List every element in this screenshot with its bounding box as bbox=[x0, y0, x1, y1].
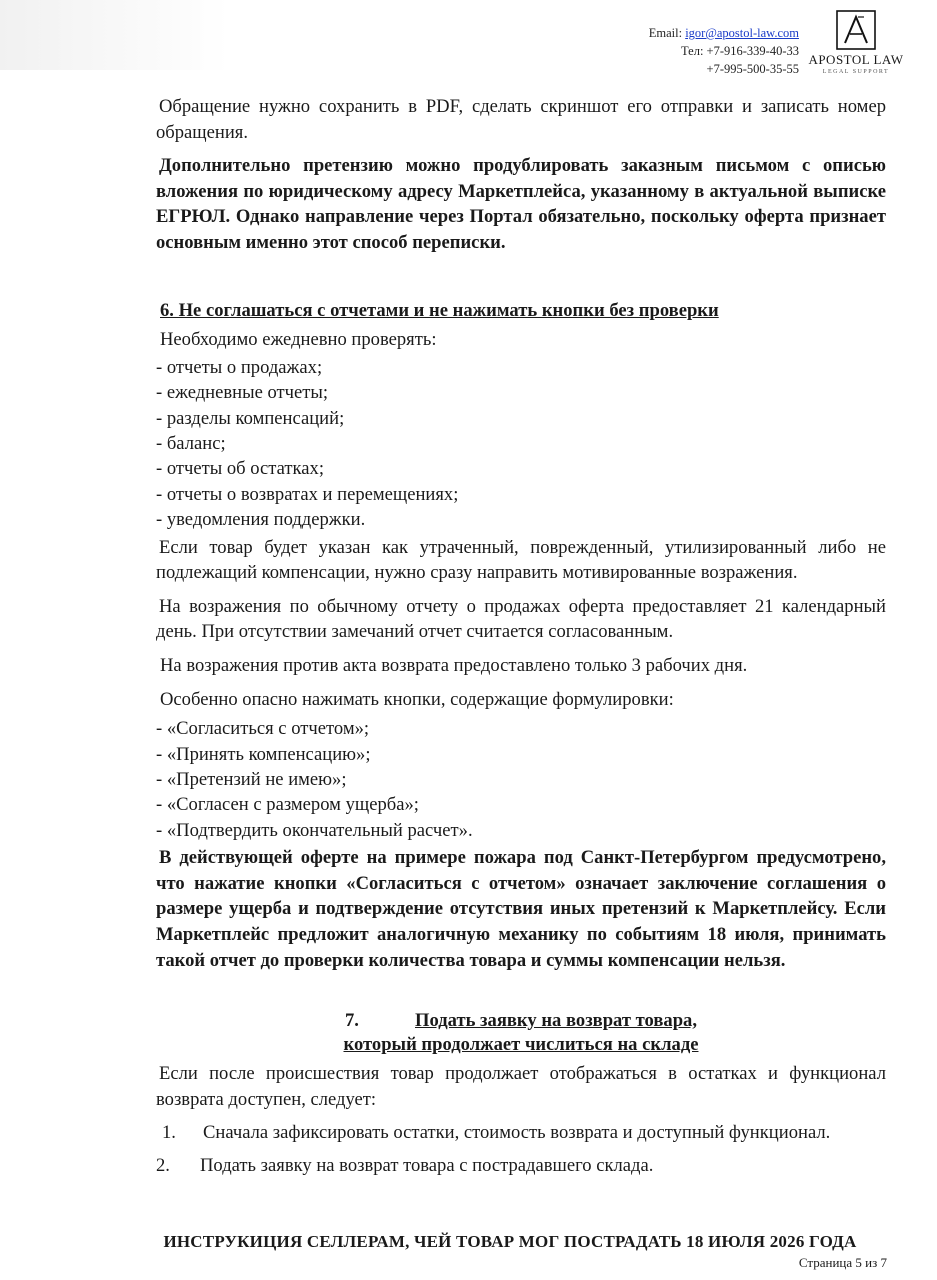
list-item: - отчеты о возвратах и перемещениях; bbox=[156, 483, 459, 505]
phone-line-1 bbox=[649, 42, 799, 60]
list-item: - «Согласиться с отчетом»; bbox=[156, 718, 370, 740]
apostol-law-logo bbox=[803, 10, 909, 75]
email-line bbox=[649, 24, 799, 42]
scan-shadow bbox=[0, 0, 230, 70]
paragraph-offer-fire: В действующей оферте на примере пожара под Санкт-Петербургом предусмотрено, что нажатие кнопки «Согласиться с отчетом» означает заключение соглашения о размере ущерба и подтверждение отсутствия иных претензий к Маркетплейсу. Если Маркетплейс предложит аналогичную механику по событиям 18 июля, принимать такой отчет до проверки количества товара и суммы компенсации нельзя. bbox=[156, 847, 886, 971]
paragraph-save-pdf: Обращение нужно сохранить в PDF, сделать скриншот его отправки и записать номер обращения. bbox=[156, 96, 886, 143]
paragraph-lost-goods: Если товар будет указан как утраченный, поврежденный, утилизированный либо не подлежащий компенсации, нужно сразу направить мотивированные возражения. bbox=[156, 536, 886, 584]
page-number: Страница 5 из 7 bbox=[798, 1255, 887, 1270]
document-body bbox=[156, 94, 886, 1178]
list-item: - баланс; bbox=[156, 432, 226, 454]
list-item: - ежедневные отчеты; bbox=[156, 382, 329, 404]
footer-title: ИНСТРУКИЦИЯ СЕЛЛЕРАМ, ЧЕЙ ТОВАР МОГ ПОСТРАДАТЬ 18 ИЮЛЯ 2026 ГОДА bbox=[163, 1232, 857, 1251]
buttons-intro: Особенно опасно нажимать кнопки, содержащие формулировки: bbox=[160, 688, 674, 710]
section-7-title-2: который продолжает числиться на складе bbox=[343, 1034, 699, 1056]
logo-text: APOSTOL LAW bbox=[808, 52, 904, 67]
list-item: - уведомления поддержки. bbox=[156, 509, 366, 531]
logo-a-icon bbox=[836, 10, 876, 50]
return-steps-list bbox=[156, 1120, 886, 1178]
list-item bbox=[156, 1120, 886, 1145]
list-item: - «Принять компенсацию»; bbox=[156, 743, 371, 765]
list-item: - «Согласен с размером ущерба»; bbox=[156, 794, 419, 816]
list-item: - разделы компенсаций; bbox=[156, 407, 345, 429]
list-item: - отчеты о продажах; bbox=[156, 356, 323, 378]
check-list bbox=[152, 355, 886, 533]
step-text: Сначала зафиксировать остатки, стоимость возврата и доступный функционал. bbox=[203, 1122, 831, 1144]
email-label: Email: bbox=[648, 26, 683, 40]
step-text: Подать заявку на возврат товара с пострадавшего склада. bbox=[200, 1155, 654, 1177]
section-7-number: 7. bbox=[345, 1010, 359, 1032]
contact-block bbox=[649, 24, 799, 78]
step-number: 1. bbox=[162, 1122, 176, 1144]
check-intro: Необходимо ежедневно проверять: bbox=[160, 329, 437, 351]
email-link[interactable]: igor@apostol-law.com bbox=[685, 26, 799, 40]
paragraph-registered-letter: Дополнительно претензию можно продублировать заказным письмом с описью вложения по юридическому адресу Маркетплейса, указанному в актуальной выписке ЕГРЮЛ. Однако направление через Портал обязательно, поскольку оферта признает основным именно этот способ переписки. bbox=[156, 155, 886, 253]
dangerous-buttons-list bbox=[152, 716, 886, 843]
logo-subtext: LEGAL SUPPORT bbox=[822, 69, 890, 75]
section-7-heading-line-1 bbox=[156, 1009, 886, 1033]
phone-label: Тел: bbox=[681, 44, 704, 58]
section-7-title-1: Подать заявку на возврат товара, bbox=[415, 1010, 697, 1032]
list-item: - «Претензий не имею»; bbox=[156, 768, 347, 790]
section-7-heading-line-2 bbox=[156, 1033, 886, 1057]
section-6-heading: 6. Не соглашаться с отчетами и не нажимать кнопки без проверки bbox=[160, 299, 719, 321]
paragraph-3-days: На возражения против акта возврата предоставлено только 3 рабочих дня. bbox=[160, 654, 748, 676]
phone-number-2: +7-995-500-35-55 bbox=[706, 62, 799, 76]
list-item bbox=[156, 1153, 886, 1178]
list-item: - «Подтвердить окончательный расчет». bbox=[156, 819, 473, 841]
paragraph-21-days: На возражения по обычному отчету о продажах оферта предоставляет 21 календарный день. При отсутствии замечаний отчет считается согласованным. bbox=[156, 595, 886, 643]
phone-number-1: +7-916-339-40-33 bbox=[706, 44, 799, 58]
section-7-heading bbox=[156, 1009, 886, 1057]
step-number: 2. bbox=[156, 1155, 170, 1177]
paragraph-return-intro: Если после происшествия товар продолжает отображаться в остатках и функционал возврата доступен, следует: bbox=[156, 1063, 886, 1110]
list-item: - отчеты об остатках; bbox=[156, 458, 325, 480]
